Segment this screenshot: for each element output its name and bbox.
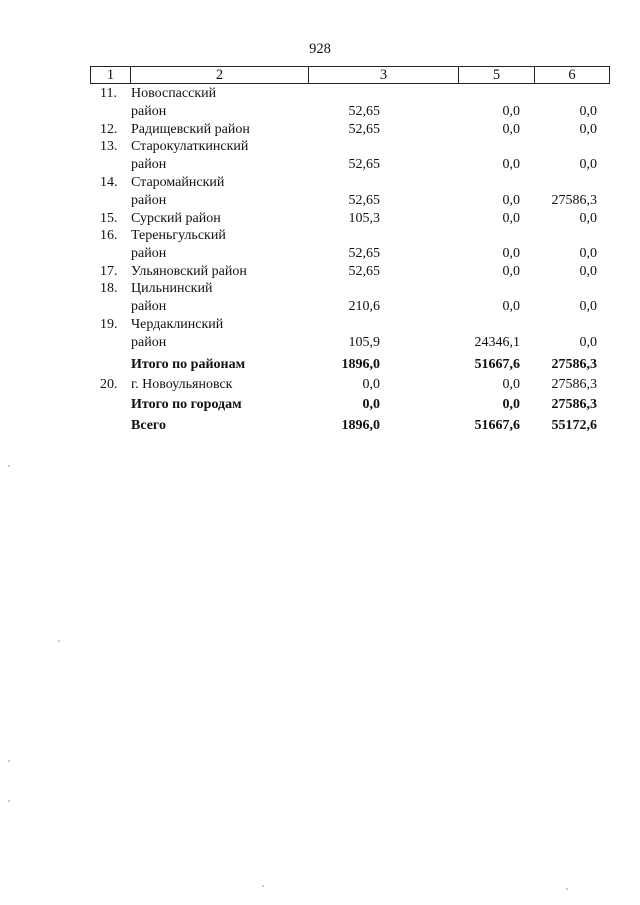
row-value-col5: 0,0 bbox=[502, 397, 520, 412]
row-value-col5: 51667,6 bbox=[474, 357, 520, 372]
table-header bbox=[90, 66, 610, 84]
row-value-col3: 52,65 bbox=[348, 104, 380, 119]
row-value-col6: 0,0 bbox=[579, 335, 597, 350]
header-col-6: 6 bbox=[568, 67, 576, 83]
row-value-col3: 52,65 bbox=[348, 246, 380, 261]
row-value-col5: 0,0 bbox=[502, 122, 520, 137]
row-value-col6: 55172,6 bbox=[551, 418, 597, 433]
row-value-col5: 0,0 bbox=[502, 299, 520, 314]
row-number: 17. bbox=[100, 264, 118, 279]
row-value-col6: 0,0 bbox=[579, 157, 597, 172]
row-value-col5: 51667,6 bbox=[474, 418, 520, 433]
row-value-col3: 52,65 bbox=[348, 122, 380, 137]
header-col-2: 2 bbox=[131, 67, 309, 83]
row-number: 18. bbox=[100, 281, 118, 296]
scan-mark bbox=[8, 465, 10, 467]
row-value-col5: 0,0 bbox=[502, 211, 520, 226]
row-number: 13. bbox=[100, 139, 118, 154]
grand-total-label: Всего bbox=[131, 418, 166, 433]
scan-mark bbox=[58, 640, 60, 642]
row-name: г. Новоульяновск bbox=[131, 377, 233, 392]
row-name: Ульяновский район bbox=[131, 264, 247, 279]
row-name: Тереньгульский bbox=[131, 228, 226, 243]
row-value-col3: 52,65 bbox=[348, 193, 380, 208]
header-col-3: 3 bbox=[309, 67, 459, 83]
scan-mark bbox=[8, 760, 10, 762]
page-number: 928 bbox=[309, 41, 331, 57]
row-value-col3: 105,3 bbox=[348, 211, 380, 226]
row-number: 12. bbox=[100, 122, 118, 137]
row-value-col3: 52,65 bbox=[348, 157, 380, 172]
total-districts-label: Итого по районам bbox=[131, 357, 246, 372]
row-value-col3: 0,0 bbox=[362, 397, 380, 412]
row-value-col6: 27586,3 bbox=[551, 397, 597, 412]
row-value-col5: 0,0 bbox=[502, 377, 520, 392]
row-number: 20. bbox=[100, 377, 118, 392]
row-value-col6: 0,0 bbox=[579, 299, 597, 314]
row-name: район bbox=[131, 104, 167, 119]
row-number: 15. bbox=[100, 211, 118, 226]
row-value-col3: 105,9 bbox=[348, 335, 380, 350]
header-col-1: 1 bbox=[91, 67, 131, 83]
row-value-col6: 0,0 bbox=[579, 211, 597, 226]
row-value-col6: 0,0 bbox=[579, 104, 597, 119]
row-value-col6: 0,0 bbox=[579, 246, 597, 261]
row-value-col6: 0,0 bbox=[579, 264, 597, 279]
row-value-col6: 0,0 bbox=[579, 122, 597, 137]
row-name: район bbox=[131, 335, 167, 350]
row-name: Сурский район bbox=[131, 211, 221, 226]
header-col-5: 5 bbox=[459, 67, 535, 83]
row-name: Чердаклинский bbox=[131, 317, 224, 332]
row-name: район bbox=[131, 157, 167, 172]
row-value-col3: 52,65 bbox=[348, 264, 380, 279]
row-value-col6: 27586,3 bbox=[551, 193, 597, 208]
row-value-col5: 24346,1 bbox=[474, 335, 520, 350]
row-name: Цильнинский bbox=[131, 281, 213, 296]
row-number: 14. bbox=[100, 175, 118, 190]
row-value-col3: 0,0 bbox=[362, 377, 380, 392]
row-value-col5: 0,0 bbox=[502, 193, 520, 208]
row-name: район bbox=[131, 299, 167, 314]
row-value-col6: 27586,3 bbox=[551, 357, 597, 372]
row-name: Радищевский район bbox=[131, 122, 250, 137]
scan-mark bbox=[566, 888, 568, 890]
row-name: Старокулаткинский bbox=[131, 139, 249, 154]
row-value-col5: 0,0 bbox=[502, 157, 520, 172]
row-name: Старомайнский bbox=[131, 175, 225, 190]
row-name: район bbox=[131, 193, 167, 208]
row-value-col3: 1896,0 bbox=[341, 418, 380, 433]
row-value-col5: 0,0 bbox=[502, 246, 520, 261]
row-value-col3: 1896,0 bbox=[341, 357, 380, 372]
row-value-col5: 0,0 bbox=[502, 264, 520, 279]
scan-mark bbox=[8, 800, 10, 802]
row-number: 11. bbox=[100, 86, 117, 101]
row-value-col5: 0,0 bbox=[502, 104, 520, 119]
row-value-col6: 27586,3 bbox=[551, 377, 597, 392]
row-name: район bbox=[131, 246, 167, 261]
total-cities-label: Итого по городам bbox=[131, 397, 242, 412]
row-name: Новоспасский bbox=[131, 86, 217, 101]
scan-mark bbox=[262, 885, 264, 887]
row-number: 16. bbox=[100, 228, 118, 243]
row-number: 19. bbox=[100, 317, 118, 332]
row-value-col3: 210,6 bbox=[348, 299, 380, 314]
